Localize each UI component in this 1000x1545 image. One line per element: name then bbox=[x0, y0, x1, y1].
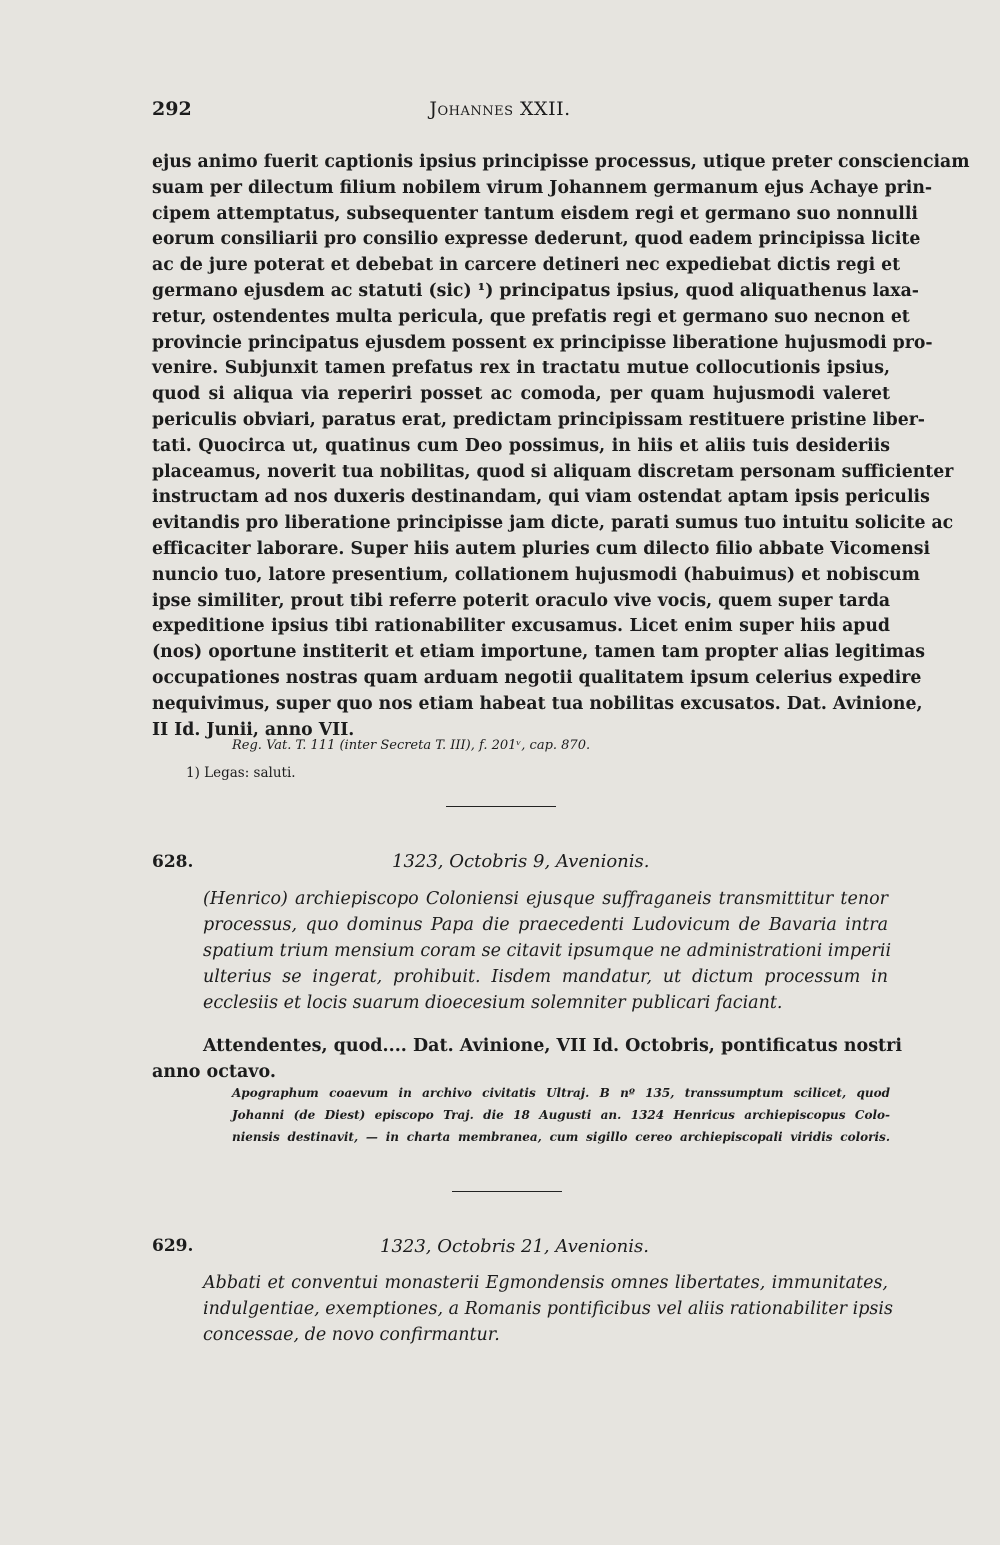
text-line: ejus animo fuerit captionis ipsius principisse processus, utique preter conscienciam bbox=[152, 152, 970, 172]
text-line: expeditione ipsius tibi rationabiliter excusamus. Licet enim super hiis apud bbox=[152, 616, 890, 637]
running-title: Johannes XXII. bbox=[429, 98, 571, 120]
text-line: evitandis pro liberatione principisse jam dicte, parati sumus tuo intuitu solicite ac bbox=[152, 513, 954, 534]
text-line: quod si aliqua via reperiri posset ac comoda, per quam hujusmodi valeret bbox=[152, 384, 890, 405]
text-line: eorum consiliarii pro consilio expresse dederunt, quod eadem principissa licite bbox=[152, 229, 921, 250]
text-line: instructam ad nos duxeris destinandam, qui viam ostendat aptam ipsis periculis bbox=[152, 487, 930, 508]
page-number: 292 bbox=[152, 98, 192, 120]
text-line: nequivimus, super quo nos etiam habeat tua nobilitas excusatos. Dat. Avinione, bbox=[152, 693, 923, 714]
text-line: periculis obviari, paratus erat, predictam principissam restituere pristine liber- bbox=[152, 409, 925, 430]
summary-line: ecclesiis et locis suarum dioecesium solemniter publicari faciant. bbox=[203, 993, 783, 1013]
text-line: ac de jure poterat et debebat in carcere detineri nec expediebat dictis regi et bbox=[152, 255, 901, 276]
text-line: ipse similiter, prout tibi referre poterit oraculo vive vocis, quem super tarda bbox=[152, 590, 891, 611]
note-line: Johanni (de Diest) episcopo Traj. die 18 Augusti an. 1324 Henricus archiepiscopus Colo- bbox=[232, 1108, 890, 1122]
text-line: placeamus, noverit tua nobilitas, quod si aliquam discretam personam sufficienter bbox=[152, 461, 954, 482]
entry-number: 628. bbox=[152, 852, 194, 872]
entry-summary bbox=[203, 886, 892, 1016]
source-citation: Reg. Vat. T. 111 (inter Secreta T. III), f. 201ᵛ, cap. 870. bbox=[232, 738, 591, 753]
text-line: venire. Subjunxit tamen prefatus rex in tractatu mutue collocutionis ipsius, bbox=[152, 358, 890, 379]
entry-date: 1323, Octobris 9, Avenionis. bbox=[392, 851, 650, 872]
text-line: cipem attemptatus, subsequenter tantum eisdem regi et germano suo nonnulli bbox=[152, 203, 918, 224]
incipit-text: Attendentes, quod.... Dat. Avinione, VII Id. Octobris, pontificatus nostri bbox=[203, 1036, 903, 1056]
summary-line: concessae, de novo confirmantur. bbox=[203, 1325, 500, 1345]
summary-line: (Henrico) archiepiscopo Coloniensi ejusque suffraganeis transmittitur tenor bbox=[203, 889, 888, 909]
text-line: nuncio tuo, latore presentium, collationem hujusmodi (habuimus) et nobiscum bbox=[152, 564, 920, 585]
entry-summary bbox=[203, 1270, 893, 1348]
section-divider bbox=[446, 806, 556, 807]
text-line: occupationes nostras quam arduam negotii qualitatem ipsum celerius expedire bbox=[152, 667, 922, 688]
note-line: Apographum coaevum in archivo civitatis Ultraj. B nº 135, transsumptum scilicet, quod bbox=[232, 1086, 890, 1100]
main-text-block bbox=[152, 150, 970, 743]
text-line: tati. Quocirca ut, quatinus cum Deo possimus, in hiis et aliis tuis desideriis bbox=[152, 435, 890, 456]
text-line: provincie principatus ejusdem possent ex principisse liberatione hujusmodi pro- bbox=[152, 332, 933, 353]
archival-note bbox=[232, 1082, 890, 1148]
text-line: germano ejusdem ac statuti (sic) ¹) principatus ipsius, quod aliquathenus laxa- bbox=[152, 280, 919, 301]
text-line: (nos) oportune institerit et etiam importune, tamen tam propter alias legitimas bbox=[152, 642, 925, 663]
summary-line: spatium trium mensium coram se citavit ipsumque ne administrationi imperii bbox=[203, 941, 892, 961]
text-line: efficaciter laborare. Super hiis autem pluries cum dilecto filio abbate Vicomensi bbox=[152, 538, 931, 559]
text-line: retur, ostendentes multa pericula, que prefatis regi et germano suo necnon et bbox=[152, 306, 910, 327]
entry-date: 1323, Octobris 21, Avenionis. bbox=[380, 1236, 649, 1257]
summary-line: ulterius se ingerat, prohibuit. Iisdem mandatur, ut dictum processum in bbox=[203, 967, 888, 987]
incipit-text: anno octavo. bbox=[152, 1062, 276, 1082]
summary-line: processus, quo dominus Papa die praecedenti Ludovicum de Bavaria intra bbox=[203, 915, 888, 935]
note-line: niensis destinavit, — in charta membranea, cum sigillo cereo archiepiscopali viridis coloris. bbox=[232, 1130, 890, 1144]
text-line: suam per dilectum filium nobilem virum Johannem germanum ejus Achaye prin- bbox=[152, 177, 933, 198]
summary-line: indulgentiae, exemptiones, a Romanis pontificibus vel aliis rationabiliter ipsis bbox=[203, 1299, 893, 1319]
entry-number: 629. bbox=[152, 1236, 194, 1256]
summary-line: Abbati et conventui monasterii Egmondensis omnes libertates, immunitates, bbox=[203, 1273, 888, 1293]
footnote: 1) Legas: saluti. bbox=[186, 765, 296, 781]
section-divider bbox=[452, 1191, 562, 1192]
text-line: II Id. Junii, anno VII. bbox=[152, 719, 355, 740]
